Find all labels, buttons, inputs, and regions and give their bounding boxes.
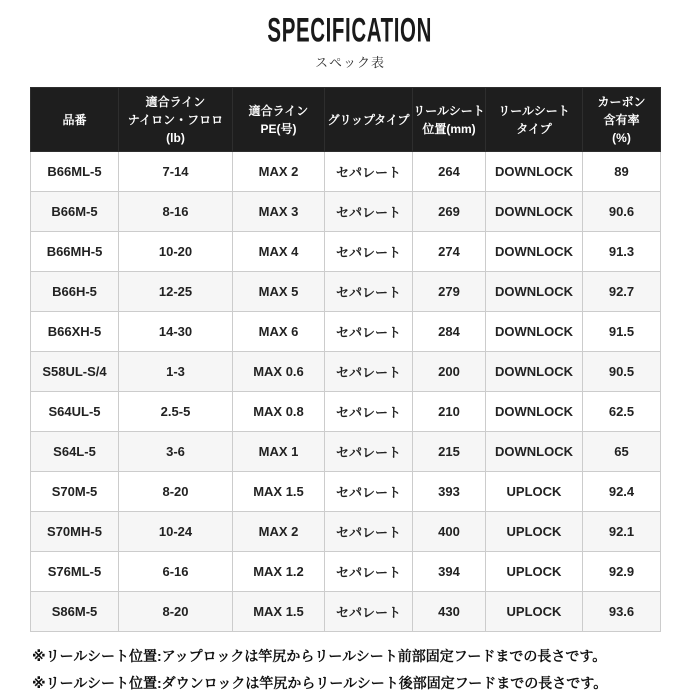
- cell-pe-line: MAX 2: [233, 152, 325, 192]
- cell-pe-line: MAX 3: [233, 192, 325, 232]
- cell-nylon-line: 12-25: [119, 272, 233, 312]
- cell-grip-type: セパレート: [325, 392, 413, 432]
- cell-carbon: 90.5: [583, 352, 661, 392]
- cell-carbon: 92.9: [583, 552, 661, 592]
- cell-nylon-line: 3-6: [119, 432, 233, 472]
- cell-seat-position: 269: [413, 192, 486, 232]
- cell-grip-type: セパレート: [325, 192, 413, 232]
- cell-model: B66H-5: [31, 272, 119, 312]
- cell-seat-type: DOWNLOCK: [486, 392, 583, 432]
- header-line: ナイロン・フロロ: [127, 112, 224, 127]
- cell-pe-line: MAX 0.8: [233, 392, 325, 432]
- cell-carbon: 62.5: [583, 392, 661, 432]
- cell-pe-line: MAX 5: [233, 272, 325, 312]
- cell-grip-type: セパレート: [325, 312, 413, 352]
- cell-seat-position: 264: [413, 152, 486, 192]
- header-line: 品番: [62, 112, 87, 127]
- cell-seat-position: 393: [413, 472, 486, 512]
- cell-grip-type: セパレート: [325, 552, 413, 592]
- cell-nylon-line: 6-16: [119, 552, 233, 592]
- table-row: [31, 272, 661, 312]
- header-line: 位置(mm): [422, 121, 476, 136]
- table-row: [31, 552, 661, 592]
- cell-seat-type: DOWNLOCK: [486, 312, 583, 352]
- cell-seat-position: 200: [413, 352, 486, 392]
- cell-seat-type: DOWNLOCK: [486, 152, 583, 192]
- header-row: [31, 88, 661, 152]
- cell-carbon: 92.4: [583, 472, 661, 512]
- cell-seat-position: 274: [413, 232, 486, 272]
- header-line: グリップタイプ: [327, 112, 410, 127]
- cell-seat-position: 430: [413, 592, 486, 632]
- column-header-pe-line: [233, 88, 325, 152]
- cell-seat-type: UPLOCK: [486, 592, 583, 632]
- footnotes: [32, 643, 700, 697]
- cell-pe-line: MAX 1.2: [233, 552, 325, 592]
- cell-model: B66MH-5: [31, 232, 119, 272]
- cell-nylon-line: 14-30: [119, 312, 233, 352]
- column-header-carbon: [583, 88, 661, 152]
- cell-carbon: 91.3: [583, 232, 661, 272]
- header-line: PE(号): [260, 121, 297, 136]
- cell-model: S58UL-S/4: [31, 352, 119, 392]
- cell-pe-line: MAX 2: [233, 512, 325, 552]
- table-row: [31, 432, 661, 472]
- column-header-model: [31, 88, 119, 152]
- table-row: [31, 312, 661, 352]
- cell-carbon: 93.6: [583, 592, 661, 632]
- header-line: 含有率: [603, 112, 640, 127]
- header-line: 適合ライン: [248, 103, 309, 118]
- cell-seat-type: UPLOCK: [486, 552, 583, 592]
- cell-carbon: 91.5: [583, 312, 661, 352]
- cell-model: B66ML-5: [31, 152, 119, 192]
- cell-model: S70MH-5: [31, 512, 119, 552]
- cell-seat-type: DOWNLOCK: [486, 232, 583, 272]
- cell-seat-position: 394: [413, 552, 486, 592]
- title-wrap: [0, 10, 700, 52]
- cell-nylon-line: 1-3: [119, 352, 233, 392]
- cell-seat-position: 215: [413, 432, 486, 472]
- table-row: [31, 392, 661, 432]
- header-line: リールシート: [498, 103, 570, 118]
- spec-table-header: [31, 88, 661, 152]
- table-row: [31, 232, 661, 272]
- cell-model: B66XH-5: [31, 312, 119, 352]
- table-row: [31, 352, 661, 392]
- cell-nylon-line: 8-20: [119, 592, 233, 632]
- cell-seat-type: DOWNLOCK: [486, 352, 583, 392]
- cell-grip-type: セパレート: [325, 592, 413, 632]
- cell-model: S64L-5: [31, 432, 119, 472]
- cell-seat-type: DOWNLOCK: [486, 272, 583, 312]
- header-line: (lb): [166, 130, 185, 145]
- table-row: [31, 152, 661, 192]
- cell-nylon-line: 7-14: [119, 152, 233, 192]
- header-line: タイプ: [516, 121, 552, 136]
- cell-grip-type: セパレート: [325, 152, 413, 192]
- cell-seat-position: 284: [413, 312, 486, 352]
- cell-pe-line: MAX 0.6: [233, 352, 325, 392]
- cell-seat-type: DOWNLOCK: [486, 192, 583, 232]
- cell-model: S76ML-5: [31, 552, 119, 592]
- cell-nylon-line: 10-20: [119, 232, 233, 272]
- cell-nylon-line: 8-16: [119, 192, 233, 232]
- cell-nylon-line: 8-20: [119, 472, 233, 512]
- cell-carbon: 92.7: [583, 272, 661, 312]
- cell-seat-type: DOWNLOCK: [486, 432, 583, 472]
- cell-grip-type: セパレート: [325, 232, 413, 272]
- cell-pe-line: MAX 6: [233, 312, 325, 352]
- cell-grip-type: セパレート: [325, 512, 413, 552]
- footnote-uplock: ※リールシート位置:アップロックは竿尻からリールシート前部固定フードまでの長さです。: [32, 648, 607, 664]
- spec-table: [30, 87, 661, 632]
- table-row: [31, 592, 661, 632]
- cell-seat-position: 400: [413, 512, 486, 552]
- cell-nylon-line: 2.5-5: [119, 392, 233, 432]
- cell-model: S70M-5: [31, 472, 119, 512]
- cell-grip-type: セパレート: [325, 472, 413, 512]
- cell-model: B66M-5: [31, 192, 119, 232]
- cell-carbon: 89: [583, 152, 661, 192]
- footnote-downlock: ※リールシート位置:ダウンロックは竿尻からリールシート後部固定フードまでの長さです。: [32, 675, 608, 691]
- cell-seat-position: 210: [413, 392, 486, 432]
- cell-pe-line: MAX 1.5: [233, 592, 325, 632]
- cell-grip-type: セパレート: [325, 272, 413, 312]
- cell-pe-line: MAX 4: [233, 232, 325, 272]
- table-row: [31, 512, 661, 552]
- cell-model: S64UL-5: [31, 392, 119, 432]
- cell-seat-position: 279: [413, 272, 486, 312]
- header-line: カーボン: [597, 94, 646, 109]
- header-line: (%): [612, 130, 631, 145]
- column-header-nylon-line: [119, 88, 233, 152]
- header-line: 適合ライン: [145, 94, 206, 109]
- cell-model: S86M-5: [31, 592, 119, 632]
- cell-carbon: 65: [583, 432, 661, 472]
- cell-pe-line: MAX 1.5: [233, 472, 325, 512]
- column-header-grip-type: [325, 88, 413, 152]
- page-subtitle: スペック表: [314, 55, 385, 70]
- cell-seat-type: UPLOCK: [486, 512, 583, 552]
- page-title: SPECIFICATION: [267, 10, 433, 49]
- spec-table-body: [31, 152, 661, 632]
- cell-carbon: 92.1: [583, 512, 661, 552]
- cell-nylon-line: 10-24: [119, 512, 233, 552]
- table-row: [31, 472, 661, 512]
- cell-grip-type: セパレート: [325, 352, 413, 392]
- cell-grip-type: セパレート: [325, 432, 413, 472]
- cell-carbon: 90.6: [583, 192, 661, 232]
- column-header-seat-type: [486, 88, 583, 152]
- cell-pe-line: MAX 1: [233, 432, 325, 472]
- header-line: リールシート: [413, 103, 485, 118]
- table-row: [31, 192, 661, 232]
- cell-seat-type: UPLOCK: [486, 472, 583, 512]
- column-header-seat-position: [413, 88, 486, 152]
